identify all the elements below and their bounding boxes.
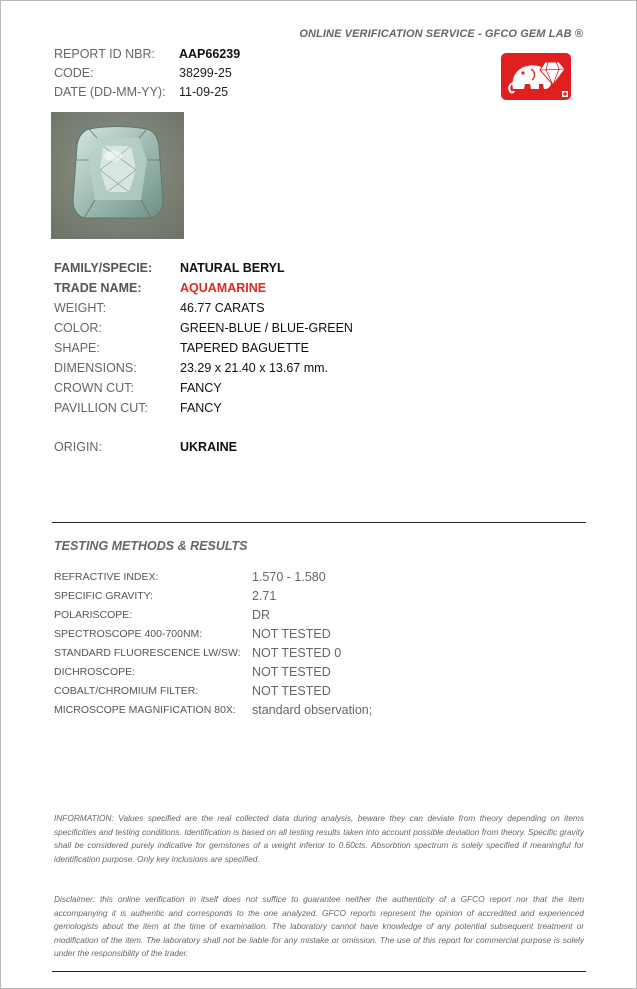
test-row [54,567,372,586]
dimensions-value: 23.29 x 21.40 x 13.67 mm. [180,361,329,375]
spec-row-family [54,258,353,278]
section-divider [52,522,586,523]
test-value: NOT TESTED [252,683,331,698]
origin-label: ORIGIN: [54,440,102,454]
pavillion-cut-value: FANCY [180,401,222,415]
weight-value: 46.77 CARATS [180,301,265,315]
trade-name-label: TRADE NAME: [54,281,142,295]
pavillion-cut-label: PAVILLION CUT: [54,401,149,415]
test-row [54,586,372,605]
spec-row-trade-name [54,278,353,298]
test-label: POLARISCOPE: [54,608,133,621]
origin-value: UKRAINE [180,440,237,454]
test-row [54,624,372,643]
shape-label: SHAPE: [54,341,100,355]
test-row [54,662,372,681]
spec-row-shape [54,338,353,358]
color-value: GREEN-BLUE / BLUE-GREEN [180,321,353,335]
test-value: NOT TESTED [252,664,331,679]
test-row [54,643,372,662]
test-label: REFRACTIVE INDEX: [54,570,159,583]
date-row [54,82,240,101]
information-text: INFORMATION: Values specified are the real collected data during analysis, beware they can deviate from theory depending on items specificities and testing conditions. Identification is based on all testing results taken into account possible deviation from theory. Specific gravity shall be considered purely indicative for gemstones of a weight inferior to 0.60cts. Absorbtion spectrum is solely specified if meaningful for identification purpose. Only key inclusions are specified. [54,813,584,864]
report-id-row [54,44,240,63]
code-row [54,63,240,82]
weight-label: WEIGHT: [54,301,107,315]
spec-row-weight [54,298,353,318]
code-value: 38299-25 [179,65,232,80]
service-header: ONLINE VERIFICATION SERVICE - GFCO GEM LAB ® [299,28,583,40]
test-value: 2.71 [252,588,277,603]
test-value: DR [252,607,271,622]
footer-divider [52,971,586,972]
gfco-gem-lab-logo [501,53,571,100]
date-label: DATE (DD-MM-YY): [54,84,166,99]
test-label: SPECTROSCOPE 400-700NM: [54,627,203,640]
trade-name-value: AQUAMARINE [180,281,267,295]
shape-value: TAPERED BAGUETTE [180,341,309,355]
report-id-value: AAP66239 [179,46,241,61]
testing-section-title: TESTING METHODS & RESULTS [54,539,248,553]
gem-specifications [54,258,353,418]
test-label: SPECIFIC GRAVITY: [54,589,153,602]
test-label: MICROSCOPE MAGNIFICATION 80X: [54,703,236,716]
test-value: standard observation; [252,702,373,717]
crown-cut-label: CROWN CUT: [54,381,134,395]
family-label: FAMILY/SPECIE: [54,261,153,275]
origin-row [54,437,237,457]
crown-cut-value: FANCY [180,381,222,395]
color-label: COLOR: [54,321,102,335]
spec-row-color [54,318,353,338]
test-value: NOT TESTED [252,626,331,641]
spec-row-crown-cut [54,378,353,398]
date-value: 11-09-25 [179,84,229,99]
test-label: DICHROSCOPE: [54,665,136,678]
test-label: COBALT/CHROMIUM FILTER: [54,684,199,697]
spec-row-dimensions [54,358,353,378]
elephant-gem-icon [501,53,571,100]
test-label: STANDARD FLUORESCENCE LW/SW: [54,646,241,659]
report-identification [54,44,240,101]
report-id-label: REPORT ID NBR: [54,46,155,61]
disclaimer-text: Disclaimer: this online verification in itself does not suffice to guarantee neither the authenticity of a GFCO report nor that the item accompanying it is authentic and corresponds to the one analyzed. GFCO reports represent the opinion of accredited and experienced gemologists about the item at the time of examination. The laboratory cannot have knowledge of any potential subsequent treatment or modification of the item. The laboratory shall not be liable for any mistake or omission. The use of this report for commercial purpose is solely under the responsibility of the trader. [54,894,584,958]
gemstone-image [51,112,184,239]
testing-results [54,567,372,719]
test-row [54,605,372,624]
test-row [54,681,372,700]
test-value: NOT TESTED 0 [252,645,342,660]
test-row [54,700,372,719]
aquamarine-gemstone-photo [51,112,184,239]
code-label: CODE: [54,65,94,80]
test-value: 1.570 - 1.580 [252,569,326,584]
family-value: NATURAL BERYL [180,261,285,275]
dimensions-label: DIMENSIONS: [54,361,137,375]
spec-row-pavillion-cut [54,398,353,418]
